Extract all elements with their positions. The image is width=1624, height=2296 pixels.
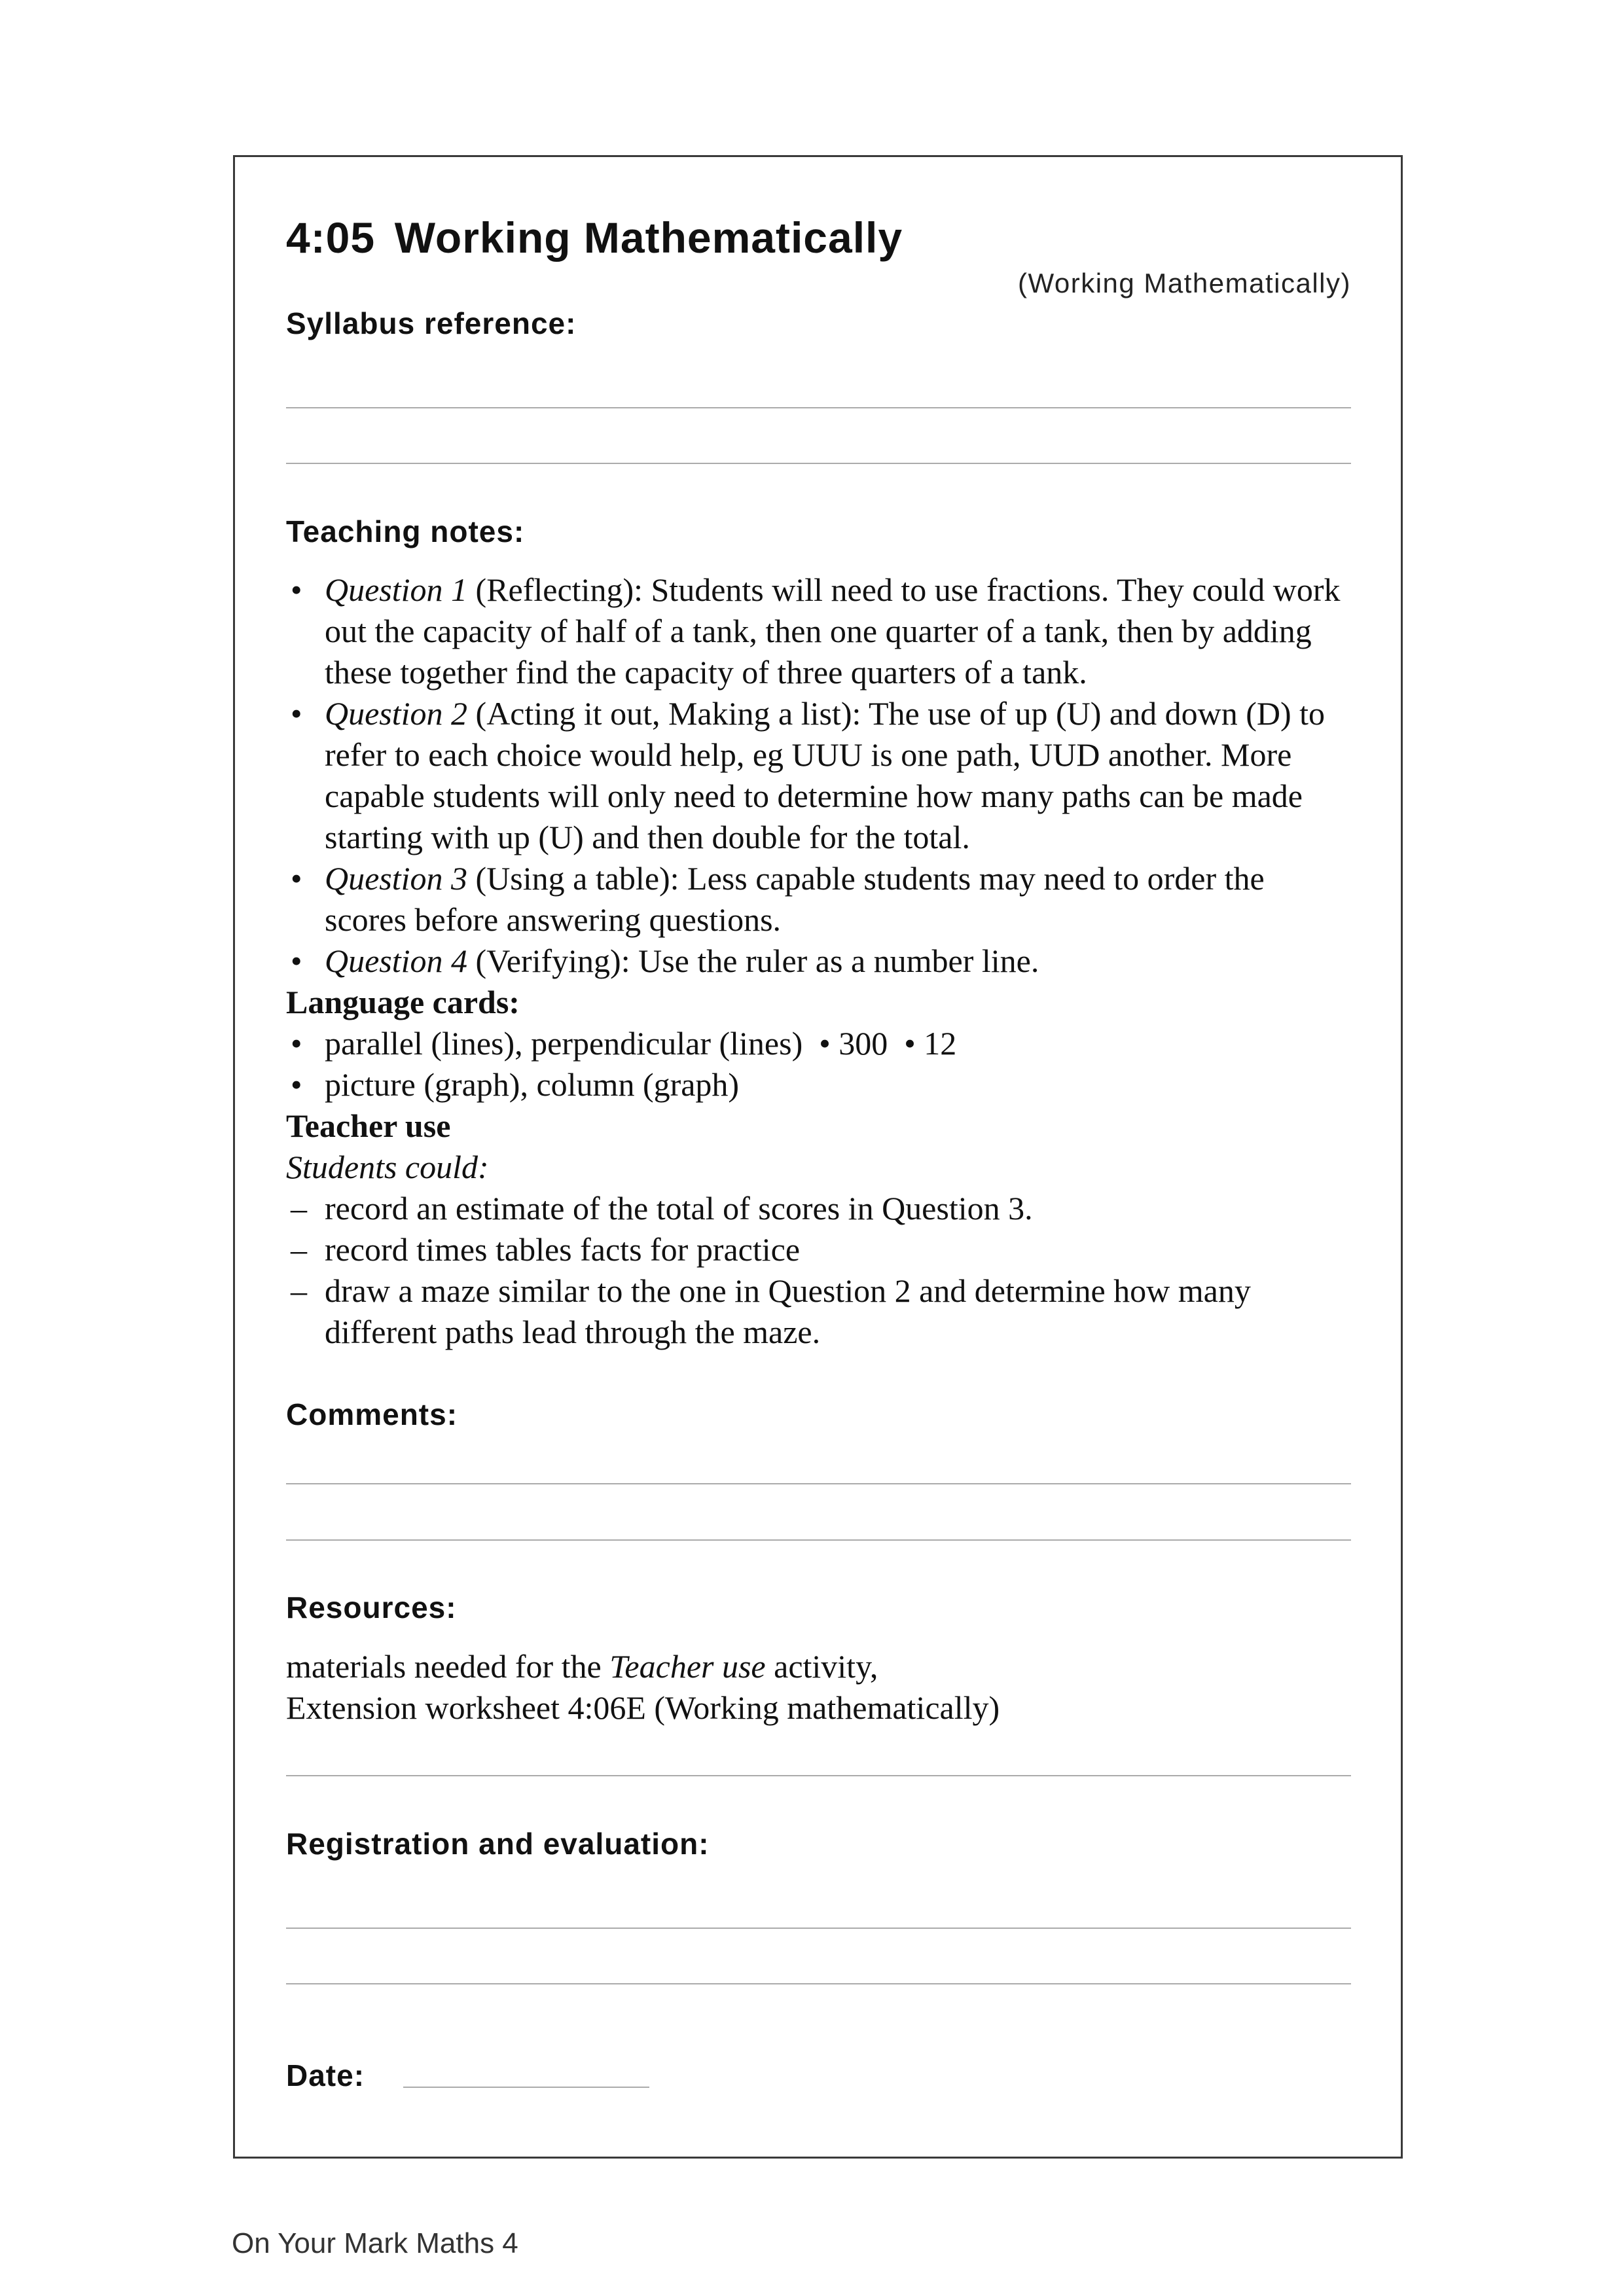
question-note (286, 858, 1351, 941)
question-note (286, 941, 1351, 982)
bullet-marker: • (291, 860, 302, 897)
question-note (286, 693, 1351, 858)
question-text: (Using a table): Less capable students may need to order the scores before answering questions. (325, 860, 1265, 938)
syllabus-reference-heading: Syllabus reference: (286, 306, 577, 340)
question-note (286, 569, 1351, 693)
resources-body (286, 1646, 1351, 1729)
dash-marker: – (291, 1272, 307, 1309)
activity-item (286, 1229, 1351, 1270)
comments-heading: Comments: (286, 1397, 458, 1431)
resources-heading: Resources: (286, 1590, 457, 1624)
language-card-item (286, 1023, 1351, 1064)
resources-italic-text: Teacher use (609, 1648, 766, 1685)
bullet-marker: • (291, 695, 302, 732)
students-could-label: Students could: (286, 1149, 489, 1185)
question-label: Question 4 (325, 942, 468, 979)
strand-label: (Working Mathematically) (1017, 268, 1351, 298)
question-label: Question 2 (325, 695, 468, 732)
language-card-text: picture (graph), column (graph) (325, 1066, 740, 1103)
bullet-marker: • (291, 1066, 302, 1103)
bullet-marker: • (291, 942, 302, 979)
page-footer: On Your Mark Maths 4 (232, 2227, 518, 2259)
comments-write-line-1 (286, 1483, 1351, 1484)
question-text: (Reflecting): Students will need to use fractions. They could work out the capacity of half of a tank, then one quarter of a tank, then by adding these together find the capacity of three quarters of a tank. (325, 571, 1341, 691)
dash-marker: – (291, 1231, 307, 1268)
question-label: Question 3 (325, 860, 468, 897)
resources-text: activity, (765, 1648, 878, 1685)
resources-write-line (286, 1775, 1351, 1776)
dash-marker: – (291, 1190, 307, 1227)
teacher-use-heading: Teacher use (286, 1107, 451, 1144)
section-number: 4:05 (286, 213, 376, 262)
activity-item (286, 1188, 1351, 1229)
language-cards-heading: Language cards: (286, 984, 520, 1020)
registration-write-line-1 (286, 1928, 1351, 1929)
activity-text: record times tables facts for practice (325, 1231, 801, 1268)
question-text: (Acting it out, Making a list): The use of up (U) and down (D) to refer to each choice would help, eg UUU is one path, UUD another. More capable students will only need to determine how many paths can be made starting with up (U) and then double for the total. (325, 695, 1326, 855)
bullet-marker: • (291, 1025, 302, 1062)
page-title (286, 211, 903, 264)
teaching-notes-heading: Teaching notes: (286, 514, 525, 548)
title-text: Working Mathematically (394, 213, 903, 262)
resources-text: materials needed for the (286, 1648, 610, 1685)
registration-evaluation-heading: Registration and evaluation: (286, 1827, 710, 1861)
registration-write-line-2 (286, 1983, 1351, 1984)
teaching-notes-body (286, 569, 1351, 1353)
activity-text: draw a maze similar to the one in Question 2 and determine how many different paths lead through the maze. (325, 1272, 1251, 1350)
language-card-text: parallel (lines), perpendicular (lines) • 300 • 12 (325, 1025, 957, 1062)
activity-text: record an estimate of the total of scores in Question 3. (325, 1190, 1033, 1227)
question-label: Question 1 (325, 571, 468, 608)
bullet-marker: • (291, 571, 302, 608)
resources-line-1 (286, 1646, 1351, 1687)
activity-item (286, 1270, 1351, 1353)
syllabus-write-line-1 (286, 407, 1351, 408)
date-write-line (403, 2087, 649, 2088)
language-card-item (286, 1064, 1351, 1105)
question-text: (Verifying): Use the ruler as a number line. (467, 942, 1039, 979)
syllabus-write-line-2 (286, 463, 1351, 464)
comments-write-line-2 (286, 1539, 1351, 1541)
date-label: Date: (286, 2058, 365, 2092)
resources-line-2: Extension worksheet 4:06E (Working mathematically) (286, 1689, 1000, 1726)
